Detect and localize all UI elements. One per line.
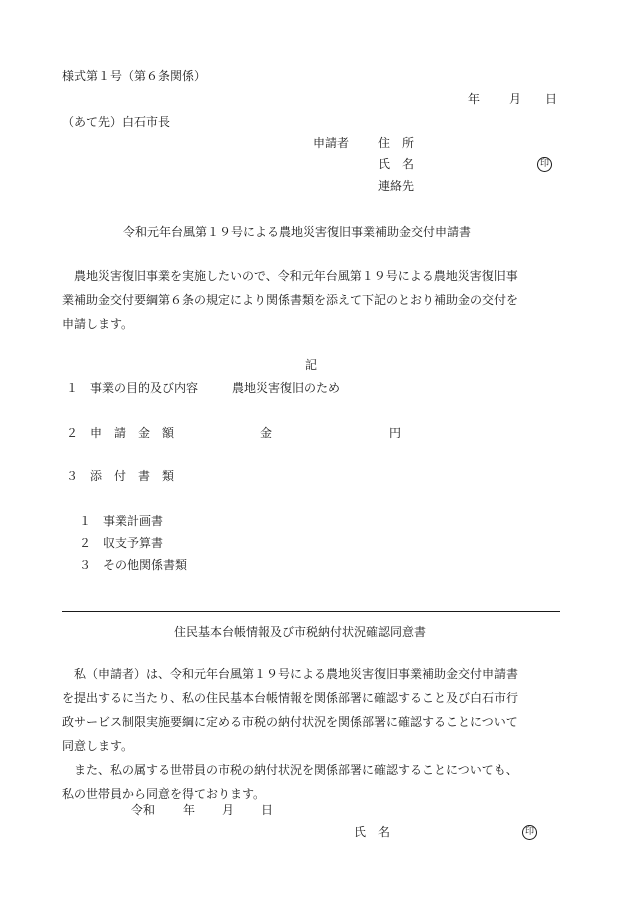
date-year: 年 — [468, 92, 481, 106]
contact-label: 連絡先 — [378, 179, 415, 193]
date-day: 日 — [545, 92, 558, 106]
ki-heading: 記 — [305, 358, 318, 372]
consent-paragraph — [62, 662, 518, 806]
purpose-label: １ 事業の目的及び内容 — [66, 381, 199, 395]
consent-name-label: 氏 名 — [354, 825, 391, 839]
consent-line: また、私の属する世帯員の市税の納付状況を関係部署に確認することについても、 — [62, 763, 518, 777]
amount-label: ２ 申 請 金 額 — [66, 426, 175, 440]
body-line: 農地災害復旧事業を実施したいので、令和元年台風第１９号による農地災害復旧事 — [62, 269, 518, 283]
consent-line: 私の世帯員から同意を得ております。 — [62, 787, 266, 801]
consent-date-day: 日 — [261, 803, 274, 817]
body-line: 業補助金交付要綱第６条の規定により関係書類を添えて下記のとおり補助金の交付を — [62, 293, 519, 307]
applicant-label: 申請者 — [313, 136, 350, 150]
attachment-item: １ 事業計画書 — [79, 514, 164, 528]
body-paragraph — [62, 264, 518, 336]
consent-seal-icon: 印 — [522, 825, 537, 840]
attachment-item: ３ その他関係書類 — [79, 558, 188, 572]
consent-date-year: 年 — [183, 803, 196, 817]
consent-date-month: 月 — [222, 803, 235, 817]
name-label: 氏 名 — [378, 157, 415, 171]
amount-suffix: 円 — [389, 426, 402, 440]
attachments-label: ３ 添 付 書 類 — [66, 469, 175, 483]
seal-icon: 印 — [537, 157, 552, 172]
address-label: 住 所 — [378, 136, 415, 150]
date-month: 月 — [509, 92, 522, 106]
document-title: 令和元年台風第１９号による農地災害復旧事業補助金交付申請書 — [123, 225, 472, 239]
consent-line: 政サービス制限実施要綱に定める市税の納付状況を関係部署に確認することについて — [62, 715, 518, 729]
separator-line — [62, 611, 560, 612]
consent-title: 住民基本台帳情報及び市税納付状況確認同意書 — [174, 625, 427, 639]
form-number: 様式第１号（第６条関係） — [62, 69, 207, 83]
consent-date-era: 令和 — [131, 803, 156, 817]
attachment-item: ２ 収支予算書 — [79, 536, 164, 550]
body-line: 申請します。 — [62, 317, 134, 331]
consent-line: を提出するに当たり、私の住民基本台帳情報を関係部署に確認すること及び白石市行 — [62, 691, 519, 705]
purpose-value: 農地災害復旧のため — [232, 381, 341, 395]
consent-line: 私（申請者）は、令和元年台風第１９号による農地災害復旧事業補助金交付申請書 — [62, 667, 519, 681]
addressee: （あて先）白石市長 — [62, 115, 171, 129]
amount-prefix: 金 — [260, 426, 273, 440]
consent-line: 同意します。 — [62, 739, 134, 753]
